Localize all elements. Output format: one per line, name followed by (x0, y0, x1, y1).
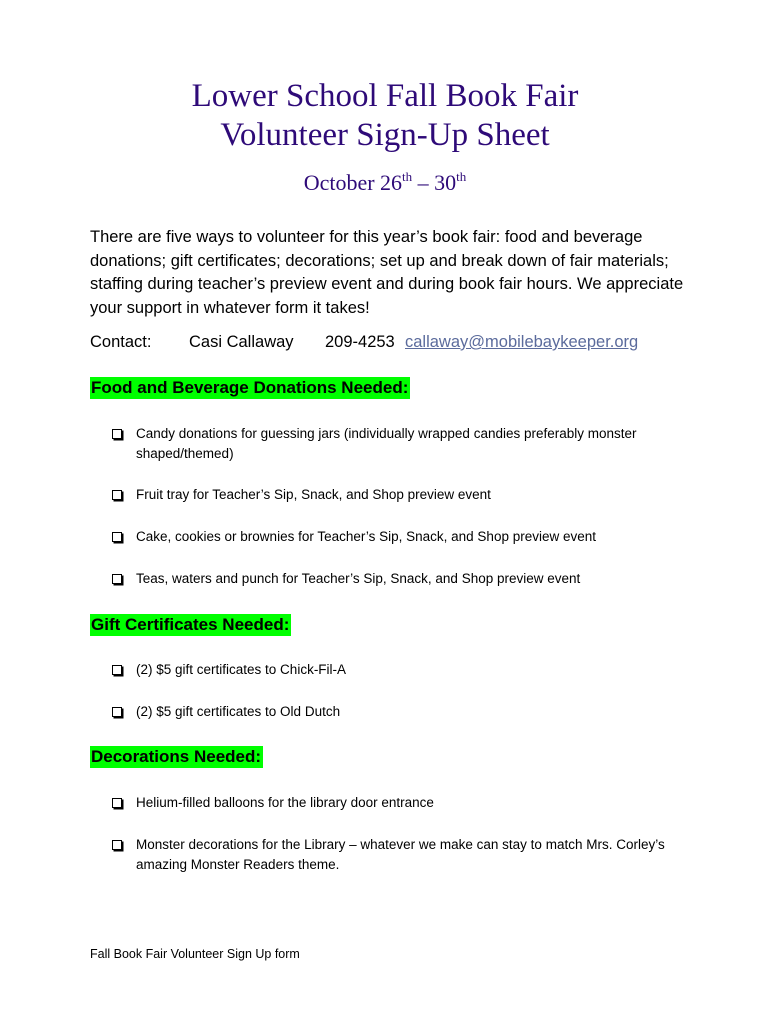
contact-email-link[interactable]: callaway@mobilebaykeeper.org (405, 333, 639, 351)
checkbox-icon[interactable] (112, 840, 122, 850)
list-item-text: (2) $5 gift certificates to Chick-Fil-A (136, 662, 347, 677)
list-item (112, 793, 682, 813)
list-item (112, 702, 682, 722)
list-item (112, 835, 682, 874)
list-item-text: Monster decorations for the Library – whatever we make can stay to match Mrs. Corley’s amazing Monster Readers theme. (136, 837, 665, 872)
page-title-line1: Lower School Fall Book Fair (191, 78, 579, 114)
list-item (112, 660, 682, 680)
list-item (112, 569, 682, 589)
section-heading-decorations: Decorations Needed: (91, 747, 262, 766)
date-end: 30 (434, 170, 457, 195)
contact-name: Casi Callaway (189, 333, 294, 351)
list-item-text: Fruit tray for Teacher’s Sip, Snack, and Shop preview event (136, 487, 491, 502)
contact-phone: 209-4253 (325, 333, 395, 351)
list-item-text: Cake, cookies or brownies for Teacher’s Sip, Snack, and Shop preview event (136, 529, 597, 544)
section-heading-gift-certificates: Gift Certificates Needed: (91, 615, 290, 634)
list-item (112, 424, 682, 463)
list-item-text: Candy donations for guessing jars (individually wrapped candies preferably monster shaped/themed) (136, 426, 637, 461)
list-item (112, 485, 682, 505)
contact-label: Contact: (90, 333, 152, 351)
list-item-text: Teas, waters and punch for Teacher’s Sip, Snack, and Shop preview event (136, 571, 581, 586)
section-heading-food: Food and Beverage Donations Needed: (91, 378, 409, 397)
checkbox-icon[interactable] (112, 490, 122, 500)
date-separator: – (412, 170, 435, 195)
checkbox-icon[interactable] (112, 429, 122, 439)
date-end-suffix: th (456, 169, 467, 184)
checkbox-icon[interactable] (112, 798, 122, 808)
date-start: October 26 (303, 170, 403, 195)
page-title-line2: Volunteer Sign-Up Sheet (220, 117, 550, 153)
checkbox-icon[interactable] (112, 707, 122, 717)
checkbox-icon[interactable] (112, 574, 122, 584)
intro-paragraph: There are five ways to volunteer for this year’s book fair: food and beverage donations; gift certificates; decorations; set up and break down of fair materials; staffing during teacher’s preview event and during book fair hours. We appreciate your support in whatever form it takes! (90, 228, 684, 317)
date-start-suffix: th (402, 169, 413, 184)
checkbox-icon[interactable] (112, 665, 122, 675)
event-dates (0, 168, 770, 198)
list-item (112, 527, 682, 547)
checkbox-icon[interactable] (112, 532, 122, 542)
list-item-text: (2) $5 gift certificates to Old Dutch (136, 704, 341, 719)
list-item-text: Helium-filled balloons for the library door entrance (136, 795, 434, 810)
page-footer: Fall Book Fair Volunteer Sign Up form (90, 947, 300, 961)
